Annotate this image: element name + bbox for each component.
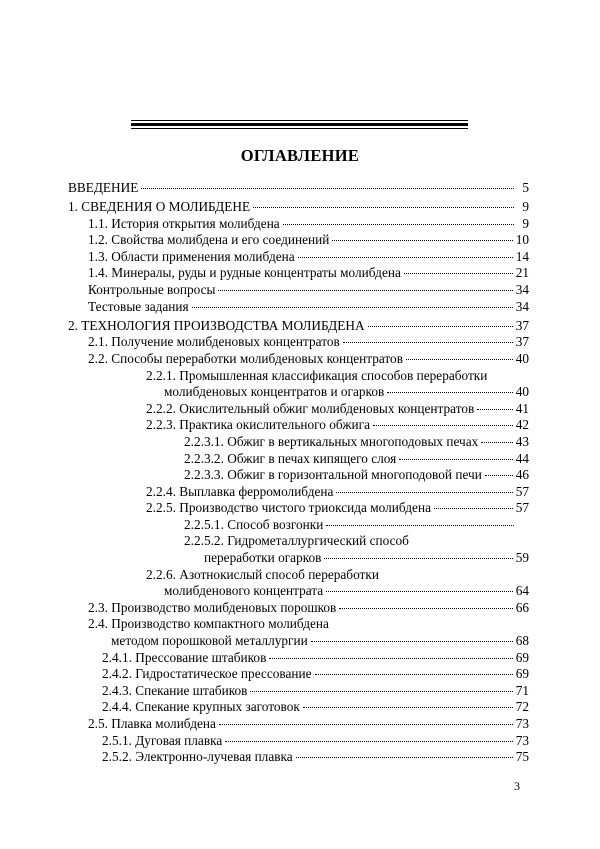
toc-entry-title: 2.3. Производство молибденовых порошков [88, 599, 337, 615]
toc-dot-leader [250, 690, 512, 692]
toc-dot-leader [324, 557, 512, 559]
toc-entry-title: молибденовых концентратов и огарков [164, 384, 385, 400]
toc-entry[interactable] [68, 265, 529, 282]
toc-entry[interactable] [68, 467, 529, 484]
table-of-contents [68, 180, 529, 766]
toc-entry[interactable] [68, 232, 529, 249]
toc-entry-title: 2.2.5. Производство чистого триоксида молибдена [146, 500, 431, 516]
toc-dot-leader [192, 306, 513, 308]
toc-entry-page: 66 [515, 599, 529, 615]
toc-entry[interactable] [68, 716, 529, 733]
toc-entry-page: 9 [522, 199, 529, 215]
toc-entry[interactable] [68, 249, 529, 266]
toc-entry-title: методом порошковой металлургии [111, 633, 308, 649]
toc-entry-page: 73 [515, 716, 529, 731]
toc-entry[interactable] [68, 633, 529, 650]
toc-dot-leader [332, 239, 512, 241]
toc-dot-leader [477, 408, 512, 410]
toc-entry[interactable] [68, 401, 529, 418]
toc-dot-leader [311, 640, 513, 642]
toc-dot-leader [339, 607, 512, 609]
toc-dot-leader [485, 474, 513, 476]
toc-dot-leader [298, 256, 513, 258]
toc-dot-leader [225, 740, 512, 742]
toc-entry[interactable] [68, 434, 529, 451]
toc-entry-title: 1.3. Области применения молибдена [88, 248, 295, 264]
toc-entry-title: 2.4.4. Спекание крупных заготовок [102, 699, 300, 715]
toc-entry-page: 71 [515, 682, 529, 698]
toc-entry[interactable] [68, 451, 529, 468]
toc-dot-leader [315, 673, 513, 675]
toc-entry-page: 72 [515, 699, 529, 715]
toc-entry-title: 2.5.1. Дуговая плавка [102, 732, 223, 748]
toc-entry[interactable] [68, 600, 529, 617]
toc-dot-leader [387, 391, 512, 393]
toc-entry-page: 40 [515, 350, 529, 366]
toc-entry-page: 59 [515, 550, 529, 566]
toc-entry[interactable] [68, 583, 529, 600]
toc-entry-title: молибденового концентрата [164, 583, 324, 599]
toc-entry[interactable] [68, 650, 529, 667]
toc-entry-title: ВВЕДЕНИЕ [68, 180, 139, 195]
toc-entry-page: 43 [515, 433, 529, 449]
toc-entry[interactable] [68, 417, 529, 434]
toc-entry-title: 2.4. Производство компактного молибдена [88, 616, 329, 632]
toc-entry[interactable] [68, 749, 529, 766]
toc-entry-title: 1.4. Минералы, руды и рудные концентраты молибдена [88, 265, 401, 281]
toc-entry[interactable] [68, 733, 529, 750]
toc-entry[interactable] [68, 550, 529, 567]
toc-entry-title: 2.2.1. Промышленная классификация способов переработки [146, 367, 488, 383]
toc-entry-page: 9 [522, 215, 529, 231]
toc-entry-title: 2.2.3.2. Обжиг в печах кипящего слоя [184, 450, 397, 466]
toc-entry-page: 41 [515, 400, 529, 416]
toc-dot-leader [434, 507, 513, 509]
toc-dot-leader [373, 424, 513, 426]
toc-entry[interactable] [68, 699, 529, 716]
toc-dot-leader [336, 491, 512, 493]
header-rule [131, 120, 468, 129]
toc-dot-leader [326, 524, 514, 526]
toc-entry-page: 42 [515, 417, 529, 433]
toc-entry-page: 68 [515, 633, 529, 649]
toc-dot-leader [404, 272, 513, 274]
toc-dot-leader [296, 756, 513, 758]
toc-entry-title: 2.4.2. Гидростатическое прессование [102, 666, 312, 682]
page-number: 3 [514, 779, 520, 793]
toc-dot-leader [368, 325, 513, 327]
toc-entry-title: 2.2. Способы переработки молибденовых концентратов [88, 350, 403, 366]
toc-entry-title: переработки огарков [204, 550, 322, 566]
toc-dot-leader [253, 206, 514, 208]
toc-entry-page: 37 [515, 334, 529, 350]
toc-dot-leader [406, 358, 513, 360]
toc-entry[interactable] [68, 533, 529, 550]
toc-entry-page: 44 [515, 450, 529, 466]
toc-entry-page: 75 [515, 749, 529, 765]
toc-entry-title: 1.2. Свойства молибдена и его соединений [88, 232, 330, 248]
toc-entry-page: 69 [515, 649, 529, 665]
toc-entry[interactable] [68, 384, 529, 401]
toc-dot-leader [343, 341, 513, 343]
toc-entry-title: 2. ТЕХНОЛОГИЯ ПРОИЗВОДСТВА МОЛИБДЕНА [68, 317, 365, 333]
toc-entry[interactable] [68, 351, 529, 368]
toc-entry-title: 2.4.3. Спекание штабиков [102, 682, 248, 698]
toc-entry-title: 2.2.3. Практика окислительного обжига [146, 417, 370, 433]
toc-entry[interactable] [68, 567, 529, 584]
toc-entry-title: 2.1. Получение молибденовых концентратов [88, 334, 340, 350]
toc-entry-page: 14 [515, 248, 529, 264]
toc-entry[interactable] [68, 368, 529, 385]
toc-entry-page: 73 [515, 732, 529, 748]
toc-entry-title: 2.5. Плавка молибдена [88, 716, 216, 731]
toc-dot-leader [283, 223, 514, 225]
toc-entry-title: 2.2.3.3. Обжиг в горизонтальной многоподовой печи [184, 467, 482, 483]
toc-entry[interactable] [68, 216, 529, 233]
toc-entry-page: 46 [515, 467, 529, 483]
toc-entry-title: 2.2.2. Окислительный обжиг молибденовых концентратов [146, 400, 475, 416]
toc-dot-leader [269, 657, 512, 659]
toc-entry[interactable] [68, 517, 529, 534]
toc-dot-leader [399, 458, 512, 460]
toc-entry-page: 5 [522, 180, 529, 195]
toc-dot-leader [219, 723, 513, 725]
toc-dot-leader [218, 289, 512, 291]
toc-entry[interactable] [68, 616, 529, 633]
toc-entry[interactable] [68, 666, 529, 683]
toc-entry-title: 1.1. История открытия молибдена [88, 215, 280, 231]
toc-entry-title: 2.4.1. Прессование штабиков [102, 649, 267, 665]
toc-entry[interactable] [68, 299, 529, 316]
toc-entry-page: 57 [515, 483, 529, 499]
toc-entry-title: 2.2.5.1. Способ возгонки [184, 516, 324, 532]
toc-entry[interactable] [68, 318, 529, 335]
toc-entry[interactable] [68, 199, 529, 216]
toc-entry-page: 37 [515, 317, 529, 333]
toc-dot-leader [303, 706, 513, 708]
toc-entry-page: 57 [515, 500, 529, 516]
toc-entry[interactable] [68, 282, 529, 299]
page-title: ОГЛАВЛЕНИЕ [240, 146, 360, 165]
toc-entry-title: 2.2.3.1. Обжиг в вертикальных многоподовых печах [184, 433, 479, 449]
toc-entry-title: Тестовые задания [88, 298, 189, 314]
toc-entry-title: 2.2.6. Азотнокислый способ переработки [146, 566, 379, 582]
toc-entry-title: Контрольные вопросы [88, 282, 216, 298]
toc-dot-leader [326, 590, 513, 592]
toc-entry-title: 2.2.5.2. Гидрометаллургический способ [184, 533, 409, 549]
rule-line-thin-top [131, 120, 468, 121]
toc-entry-page: 69 [515, 666, 529, 682]
toc-dot-leader [481, 441, 512, 443]
toc-entry-page: 10 [515, 232, 529, 248]
rule-line-thin-bottom [131, 128, 468, 129]
toc-entry-page: 34 [515, 282, 529, 298]
toc-entry[interactable] [68, 334, 529, 351]
toc-entry-title: 2.2.4. Выплавка ферромолибдена [146, 483, 334, 499]
toc-entry-page: 21 [515, 265, 529, 281]
toc-entry-page: 34 [515, 298, 529, 314]
toc-entry-title: 1. СВЕДЕНИЯ О МОЛИБДЕНЕ [68, 199, 251, 215]
toc-dot-leader [141, 187, 514, 189]
toc-entry[interactable] [68, 484, 529, 501]
toc-entry[interactable] [68, 500, 529, 517]
toc-entry-page: 64 [515, 583, 529, 599]
toc-entry-page: 40 [515, 384, 529, 400]
toc-entry[interactable] [68, 683, 529, 700]
toc-entry[interactable] [68, 180, 529, 197]
toc-entry-title: 2.5.2. Электронно-лучевая плавка [102, 749, 293, 765]
